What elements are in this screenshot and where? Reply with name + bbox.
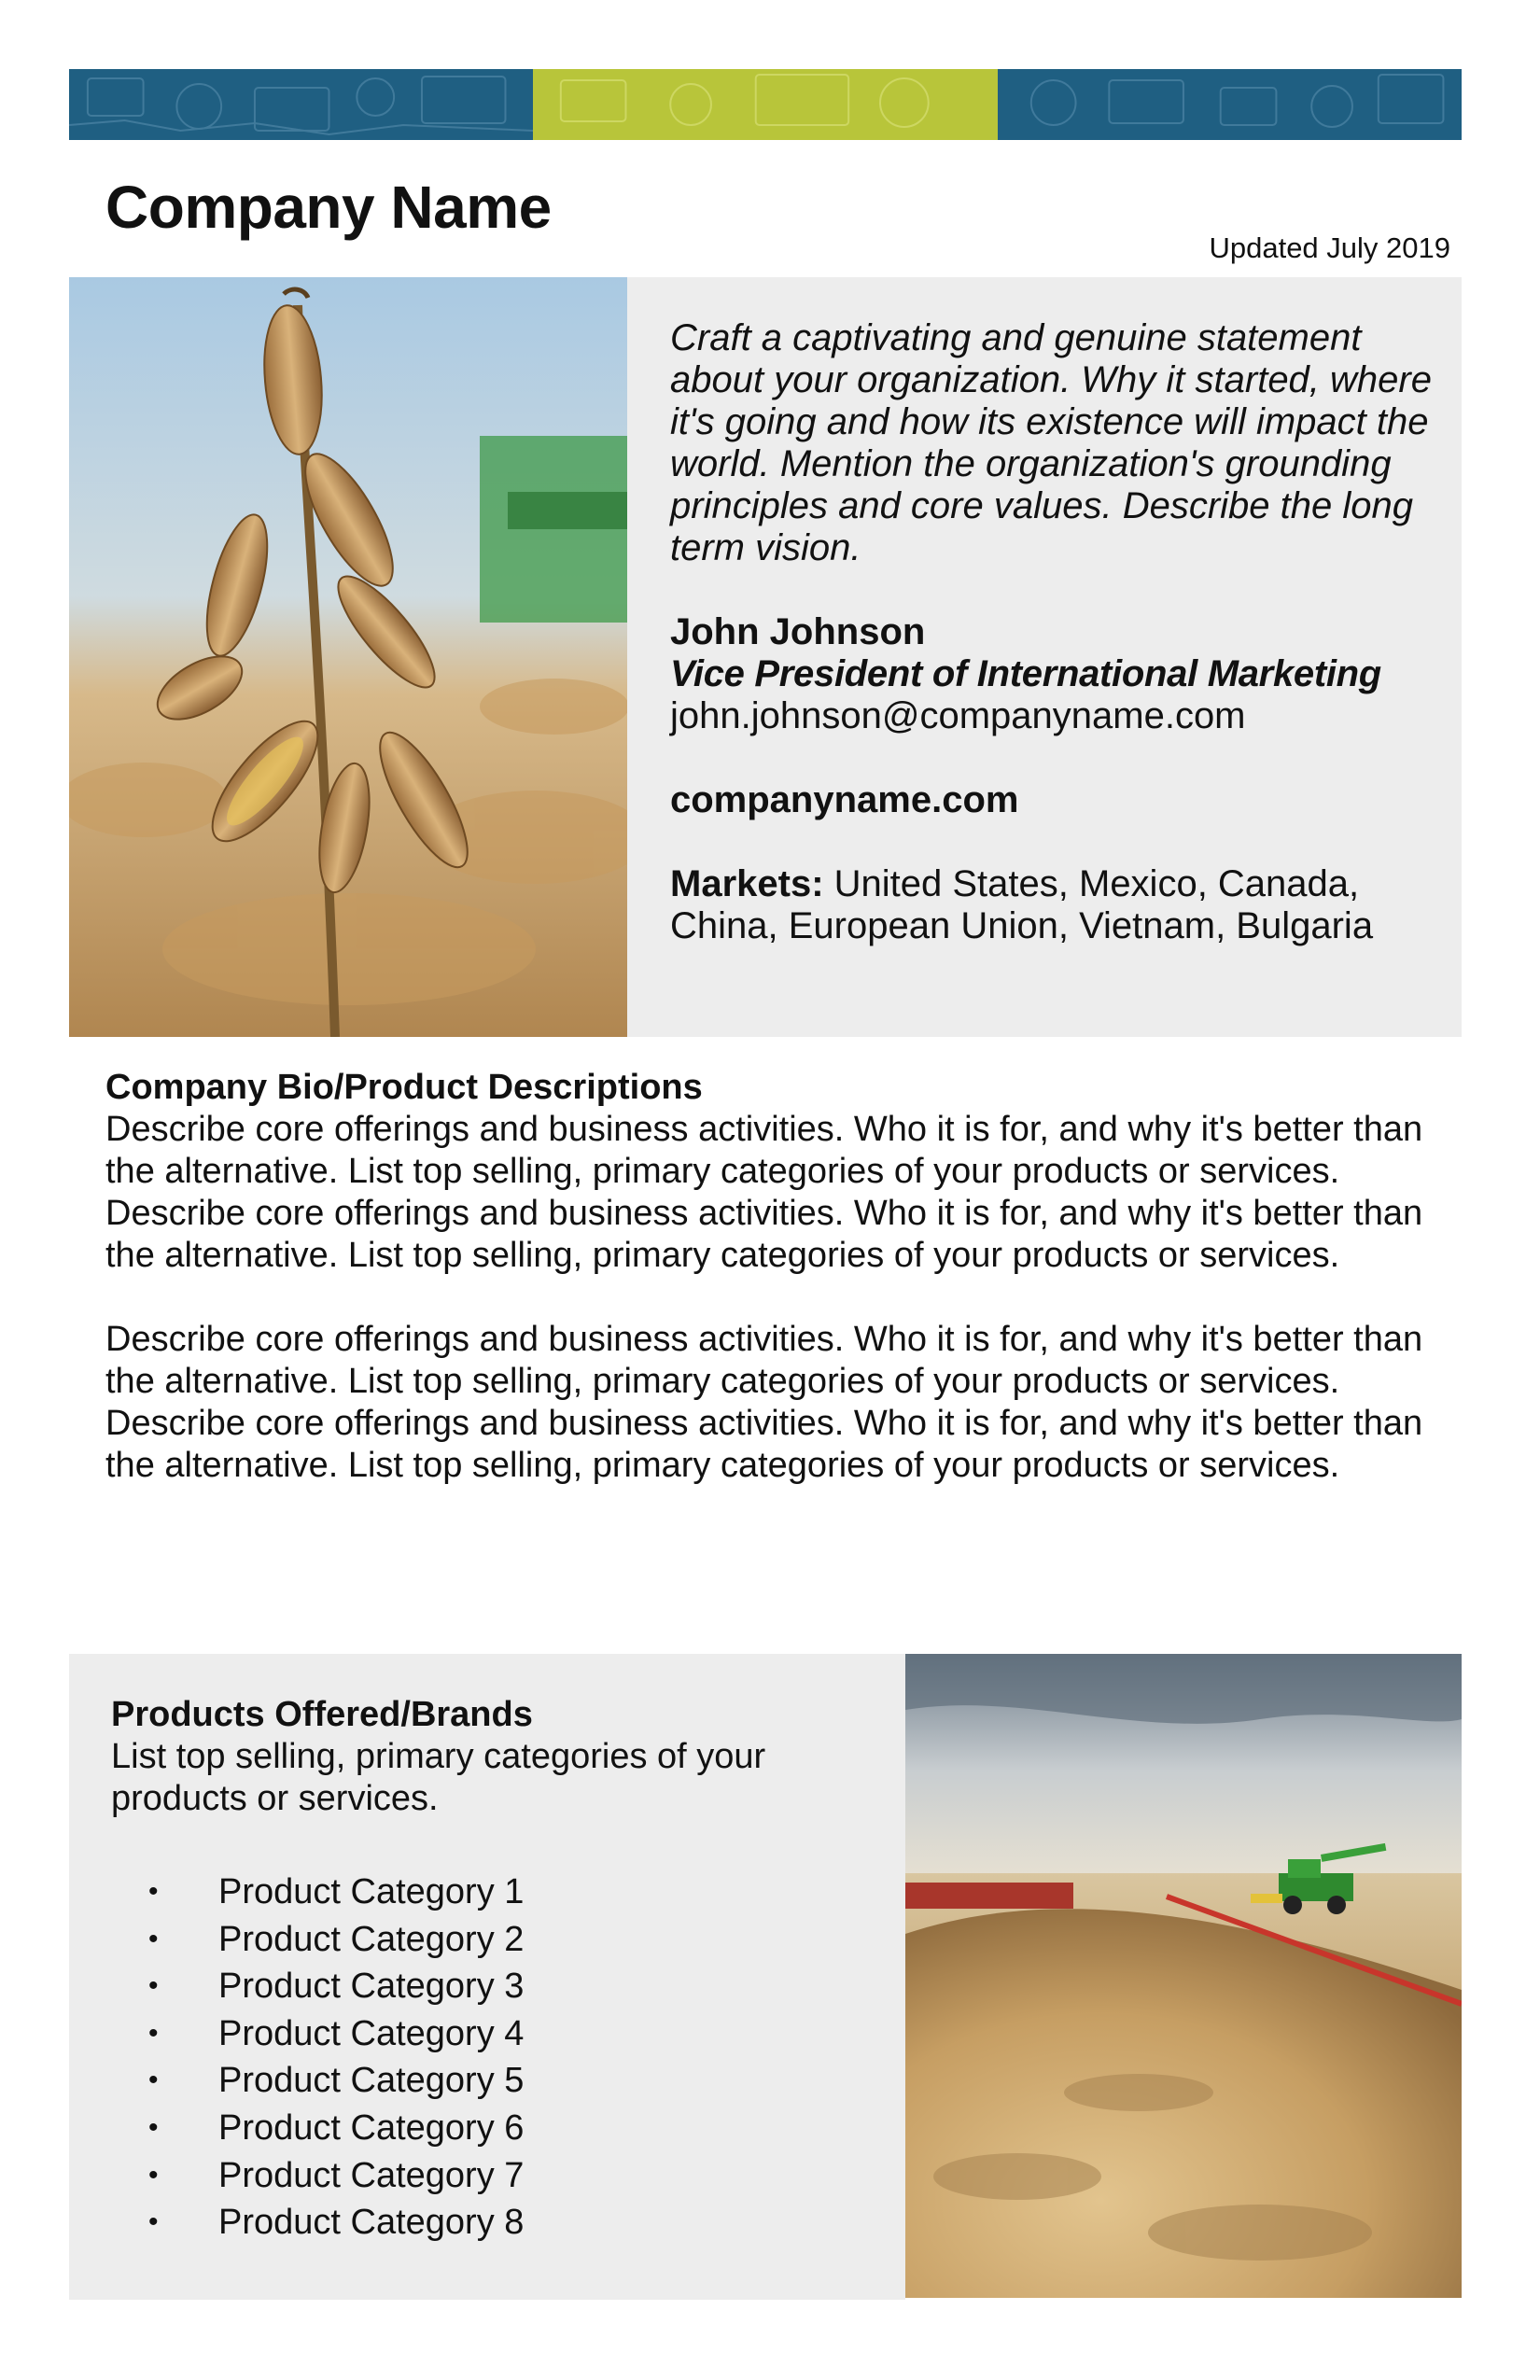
bullet-icon: •	[148, 1923, 159, 1954]
soybean-pods-photo	[69, 277, 627, 1037]
info-content	[670, 317, 1435, 947]
product-category-label: Product Category 2	[218, 1919, 525, 1959]
products-intro: List top selling, primary categories of your products or services.	[111, 1737, 766, 1818]
list-item	[111, 1916, 876, 1964]
product-category-label: Product Category 6	[218, 2107, 525, 2148]
list-item	[111, 1963, 876, 2010]
markets-value: United States, Mexico, Canada, China, European Union, Vietnam, Bulgaria	[670, 863, 1374, 946]
product-category-list	[111, 1869, 876, 2247]
bio-paragraph-2: Describe core offerings and business activities. Who it is for, and why it's better than the alternative. List top selling, primary categories of your products or services. Describe core offerings and business activities. Who it is for, and why it's better than the alternative. List top selling, primary categories of your products or services.	[105, 1320, 1423, 1485]
product-category-label: Product Category 5	[218, 2061, 525, 2101]
list-item	[111, 2105, 876, 2152]
markets-text	[670, 863, 1435, 947]
updated-date: Updated July 2019	[1209, 231, 1450, 264]
bio-paragraph-1: Describe core offerings and business activities. Who it is for, and why it's better than the alternative. List top selling, primary categories of your products or services. Describe core offerings and business activities. Who it is for, and why it's better than the alternative. List top selling, primary categories of your products or services.	[105, 1110, 1423, 1275]
bullet-icon: •	[148, 2017, 159, 2049]
product-category-label: Product Category 1	[218, 1872, 525, 1911]
bullet-icon: •	[148, 2206, 159, 2238]
products-heading: Products Offered/Brands	[111, 1695, 533, 1734]
bio-heading: Company Bio/Product Descriptions	[105, 1068, 703, 1107]
products-section	[111, 1694, 876, 2247]
product-category-label: Product Category 4	[218, 2013, 525, 2053]
harvest-field-photo	[905, 1654, 1462, 2298]
banner-segment-left	[69, 69, 533, 140]
contact-title: Vice President of International Marketing	[670, 653, 1381, 694]
list-item	[111, 2152, 876, 2200]
company-name-title: Company Name	[105, 174, 552, 241]
product-category-label: Product Category 3	[218, 1967, 525, 2007]
product-category-label: Product Category 7	[218, 2155, 525, 2195]
bullet-icon: •	[148, 2065, 159, 2096]
markets-label: Markets:	[670, 863, 824, 904]
contact-name: John Johnson	[670, 611, 926, 652]
bullet-icon: •	[148, 1970, 159, 2002]
list-item	[111, 2010, 876, 2058]
bullet-icon: •	[148, 1876, 159, 1907]
banner-segment-middle	[533, 69, 997, 140]
organization-statement: Craft a captivating and genuine statement about your organization. Why it started, where it's going and how its existence will impact the world. Mention the organization's grounding principles and core values. Describe the long term vision.	[670, 317, 1432, 568]
list-item	[111, 2199, 876, 2247]
website-link[interactable]: companyname.com	[670, 779, 1019, 820]
product-category-label: Product Category 8	[218, 2203, 525, 2243]
banner-segment-right	[998, 69, 1462, 140]
header-banner	[69, 69, 1462, 140]
contact-email[interactable]: john.johnson@companyname.com	[670, 695, 1246, 736]
bullet-icon: •	[148, 2159, 159, 2191]
bullet-icon: •	[148, 2111, 159, 2143]
company-bio-section	[105, 1067, 1440, 1487]
list-item	[111, 2057, 876, 2105]
list-item	[111, 1869, 876, 1916]
